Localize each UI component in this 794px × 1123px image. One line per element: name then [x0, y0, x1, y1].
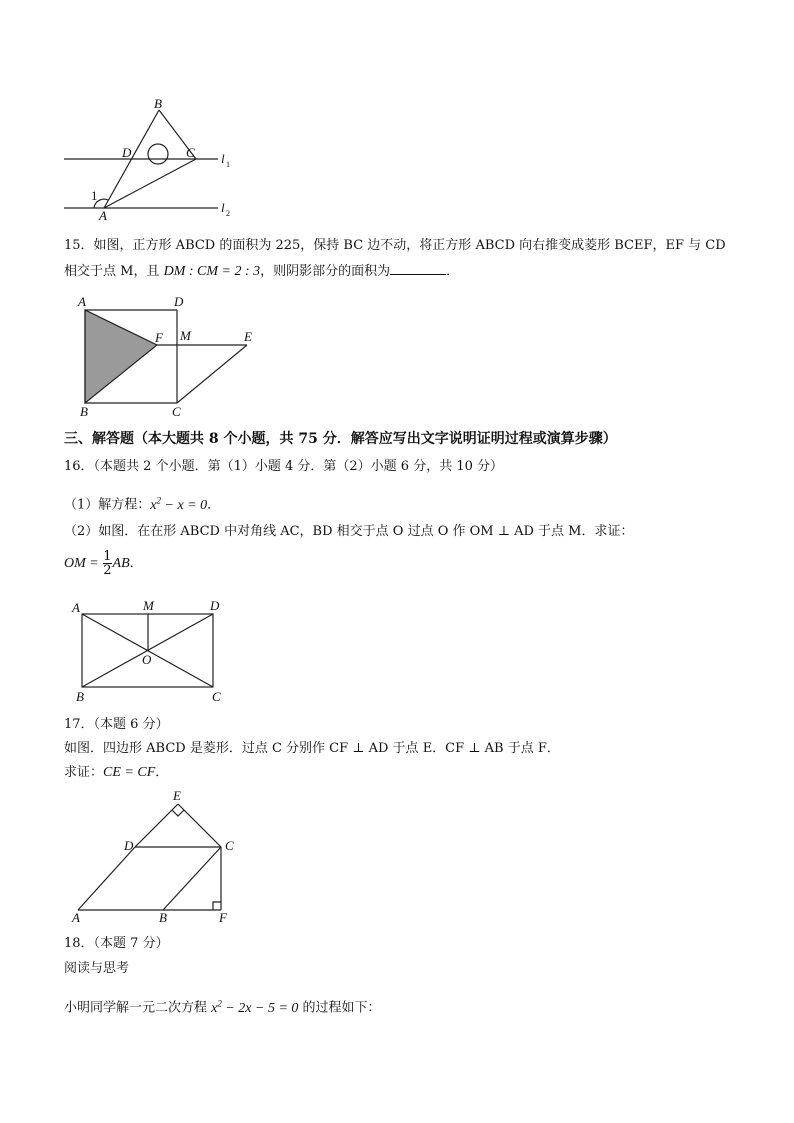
q17-label-a: A [72, 910, 80, 925]
segment-ad [78, 847, 135, 910]
q16-part2-line1: （2）如图．在在形 ABCD 中对角线 AC，BD 相交于点 O 过点 O 作 OM ⊥ AD 于点 M．求证： [64, 524, 634, 539]
q16-part2-end: ． [129, 556, 143, 571]
label-b: B [154, 96, 162, 111]
q17-label-c: C [225, 838, 234, 853]
q18-line1-post: 的过程如下： [298, 1000, 381, 1016]
q16-part1-end: ． [207, 497, 221, 513]
q16-label-o: O [142, 652, 152, 667]
q16-intro: 16．（本题共 2 个小题．第（1）小题 4 分．第（2）小题 6 分，共 10 分） [64, 459, 503, 474]
q17-line1: 如图．四边形 ABCD 是菱形．过点 C 分别作 CF ⊥ AD 于点 E．CF ⊥ AB 于点 F． [64, 741, 560, 756]
label-d: D [122, 145, 132, 160]
section3-heading: 三、解答题（本大题共 8 个小题，共 75 分．解答应写出文字说明证明过程或演算步骤） [64, 431, 617, 447]
fraction-one-half: $\frac{1}{2}$ [103, 549, 112, 578]
q17-line2-end: ． [155, 765, 169, 780]
label-a: A [99, 208, 107, 223]
q15-line2-end: ． [446, 264, 460, 279]
label-l1: l [221, 151, 225, 166]
q17-label-b: B [159, 910, 167, 925]
q15-label-b: B [80, 404, 88, 419]
right-angle-e [172, 810, 184, 816]
q17-label-d: D [124, 838, 134, 853]
label-c: C [186, 145, 195, 160]
q16-label-b: B [76, 689, 84, 704]
q16-om: OM = [64, 556, 103, 571]
q17-line2-pre: 求证： [64, 765, 104, 780]
label-l2: l [221, 200, 225, 215]
q15-label-e: E [244, 329, 252, 344]
segment-de [135, 804, 178, 847]
q17-label-e: E [173, 788, 181, 803]
q15-label-a: A [78, 294, 86, 309]
q16-label-m: M [143, 598, 154, 613]
right-angle-f [213, 902, 221, 910]
q15-label-f: F [155, 330, 163, 345]
q16-ab: AB [112, 556, 130, 571]
q16-label-a: A [72, 600, 80, 615]
q17-label-f: F [219, 910, 227, 925]
q17-title: 17．（本题 6 分） [64, 717, 169, 732]
segment-bc [163, 847, 221, 910]
q16-label-d: D [210, 598, 220, 613]
q16-equation: $x^2 - x = 0$ [150, 495, 208, 513]
q15-line1: 15．如图，正方形 ABCD 的面积为 225，保持 BC 边不动，将正方形 ABCD 向右推变成菱形 BCEF，EF 与 CD [64, 238, 726, 253]
label-l1-sub: 1 [226, 160, 230, 169]
q18-equation: $x^2 - 2x - 5 = 0$ [211, 998, 299, 1016]
q15-ratio: DM : CM = 2 : 3 [163, 264, 261, 279]
q16-label-c: C [212, 689, 221, 704]
q18-subtitle: 阅读与思考 [64, 961, 130, 976]
q15-label-d: D [174, 294, 184, 309]
segment-ec [178, 804, 221, 847]
q18-line1-pre: 小明同学解一元二次方程 [64, 1000, 212, 1016]
label-angle-1: 1 [91, 188, 98, 203]
q18-title: 18．（本题 7 分） [64, 936, 169, 951]
q17-claim: CE = CF [103, 765, 156, 780]
q18-line1 [64, 994, 381, 1018]
q15-label-c: C [172, 404, 181, 419]
q15-line2-pre: 相交于点 M，且 [64, 264, 164, 279]
q16-part1-pre: （1）解方程： [64, 497, 151, 513]
label-l2-sub: 2 [226, 209, 230, 218]
q15-line2-post: ，则阴影部分的面积为 [260, 264, 391, 279]
q15-label-m: M [180, 328, 191, 343]
